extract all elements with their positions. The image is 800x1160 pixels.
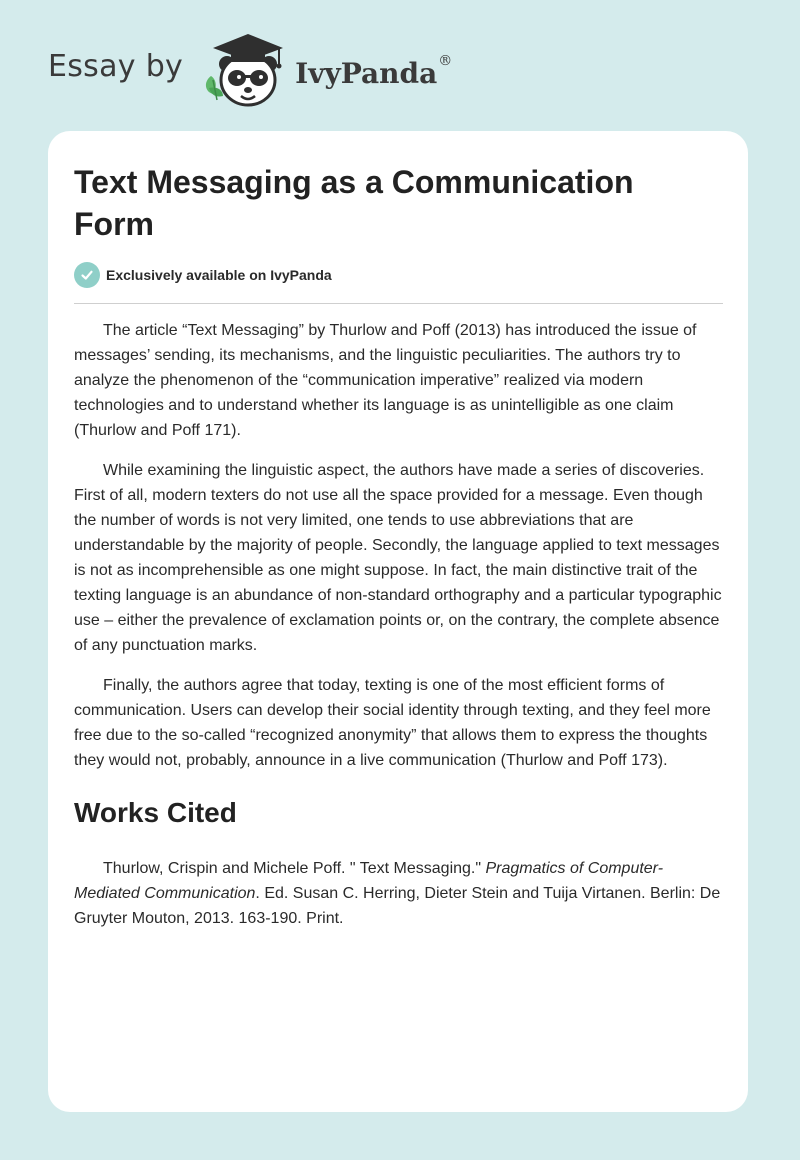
paragraph: The article “Text Messaging” by Thurlow and Poff (2013) has introduced the issue of messages’ sending, its mechanisms, and the linguistic peculiarities. The authors try to analyze the phenomenon of the “communication imperative” realized via modern technologies and to understand whether its language is as unintelligible as one claim (Thurlow and Poff 171). [74, 322, 697, 439]
brand-name[interactable] [295, 52, 453, 90]
citation-suffix: . Ed. Susan C. Herring, Dieter Stein and Tuija Virtanen. Berlin: De Gruyter Mouton, 2013. 163-190. Print. [74, 885, 721, 927]
essay-body [74, 318, 724, 946]
exclusive-badge [74, 262, 332, 288]
divider [74, 303, 723, 304]
brand-text: IvyPanda [295, 56, 438, 90]
page-title: Text Messaging as a Communication Form [74, 164, 634, 242]
works-cited-heading: Works Cited [74, 797, 237, 828]
registered-mark: ® [438, 52, 453, 69]
paragraph: Finally, the authors agree that today, texting is one of the most efficient forms of communication. Users can develop their social identity through texting, and they feel more free due to the so-called “recognized anonymity” that allows them to express the thoughts they would not, probably, announce in a live communication (Thurlow and Poff 173). [74, 677, 711, 769]
check-icon [74, 262, 100, 288]
exclusive-label: Exclusively available on IvyPanda [106, 267, 332, 283]
essay-by-label: Essay by [48, 48, 184, 84]
essay-card [48, 131, 748, 1112]
paragraph: While examining the linguistic aspect, the authors have made a series of discoveries. First of all, modern texters do not use all the space provided for a message. Even though the number of words is not very limited, one tends to use abbreviations that are understandable by the majority of people. Secondly, the language applied to text messages is not as incomprehensible as one might suppose. In fact, the main distinctive trait of the texting language is an abundance of non-standard orthography and a particular typographic use – either the prevalence of exclamation points or, on the contrary, the complete absence of any punctuation marks. [74, 462, 722, 654]
panda-logo-icon[interactable] [201, 30, 291, 110]
site-header [48, 30, 452, 110]
citation-title: Pragmatics of Computer-Mediated Communication [74, 860, 664, 902]
citation [74, 856, 724, 931]
citation-prefix: Thurlow, Crispin and Michele Poff. " Text Messaging." [103, 860, 486, 877]
